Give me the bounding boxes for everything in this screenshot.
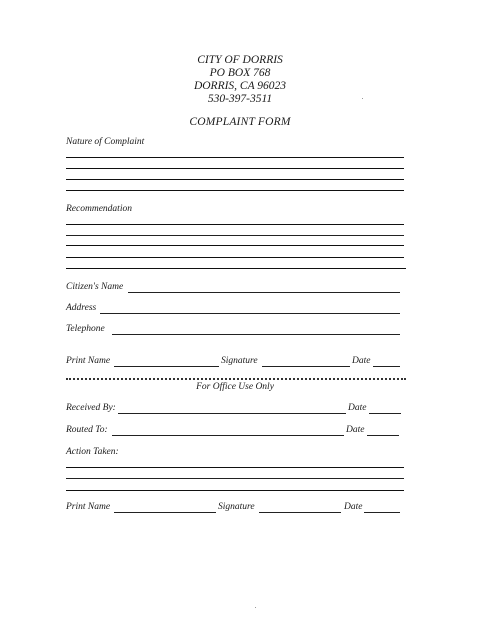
- received-by-label: Received By:: [66, 403, 116, 413]
- recommendation-label: Recommendation: [66, 204, 132, 214]
- routed-to-label: Routed To:: [66, 425, 108, 435]
- complaint-line-2[interactable]: [66, 168, 404, 169]
- complaint-line-4[interactable]: [66, 190, 404, 191]
- office-use-title: For Office Use Only: [196, 382, 274, 392]
- date-label: Date: [352, 356, 371, 366]
- received-date-label: Date: [348, 403, 367, 413]
- recommendation-line-4[interactable]: [66, 257, 404, 258]
- routed-date-label: Date: [346, 425, 365, 435]
- office-print-name-field[interactable]: [114, 512, 216, 513]
- office-print-name-label: Print Name: [66, 502, 111, 512]
- office-signature-label: Signature: [218, 502, 255, 512]
- action-line-1[interactable]: [66, 467, 404, 468]
- print-name-label: Print Name: [66, 356, 111, 366]
- received-by-field[interactable]: [118, 413, 346, 414]
- scan-speck: [362, 98, 363, 99]
- office-date-label: Date: [344, 502, 363, 512]
- nature-of-complaint-label: Nature of Complaint: [66, 137, 145, 147]
- phone-number: 530-397-3511: [207, 93, 273, 105]
- signature-label: Signature: [221, 356, 258, 366]
- recommendation-line-5[interactable]: [66, 268, 406, 269]
- recommendation-line-3[interactable]: [66, 245, 404, 246]
- city-name: CITY OF DORRIS: [197, 54, 283, 66]
- print-name-field[interactable]: [114, 366, 219, 367]
- office-signature-field[interactable]: [259, 512, 341, 513]
- office-date-field[interactable]: [364, 512, 400, 513]
- action-line-3[interactable]: [66, 490, 404, 491]
- form-title: COMPLAINT FORM: [189, 116, 291, 128]
- address-field[interactable]: [100, 313, 400, 314]
- citizens-name-field[interactable]: [128, 292, 400, 293]
- city-state-zip: DORRIS, CA 96023: [193, 80, 287, 92]
- citizens-name-label: Citizen's Name: [66, 282, 124, 292]
- po-box: PO BOX 768: [209, 67, 271, 79]
- office-use-separator: [66, 378, 406, 380]
- routed-to-field[interactable]: [112, 435, 344, 436]
- action-line-2[interactable]: [66, 478, 404, 479]
- telephone-label: Telephone: [66, 324, 105, 334]
- routed-date-field[interactable]: [367, 435, 399, 436]
- complaint-line-1[interactable]: [66, 157, 404, 158]
- address-label: Address: [66, 303, 97, 313]
- scan-speck: [255, 607, 256, 608]
- signature-field[interactable]: [262, 366, 350, 367]
- received-date-field[interactable]: [369, 413, 401, 414]
- recommendation-line-2[interactable]: [66, 235, 404, 236]
- telephone-field[interactable]: [112, 334, 400, 335]
- recommendation-line-1[interactable]: [66, 224, 404, 225]
- complaint-line-3[interactable]: [66, 179, 404, 180]
- action-taken-label: Action Taken:: [66, 447, 119, 457]
- date-field[interactable]: [373, 366, 400, 367]
